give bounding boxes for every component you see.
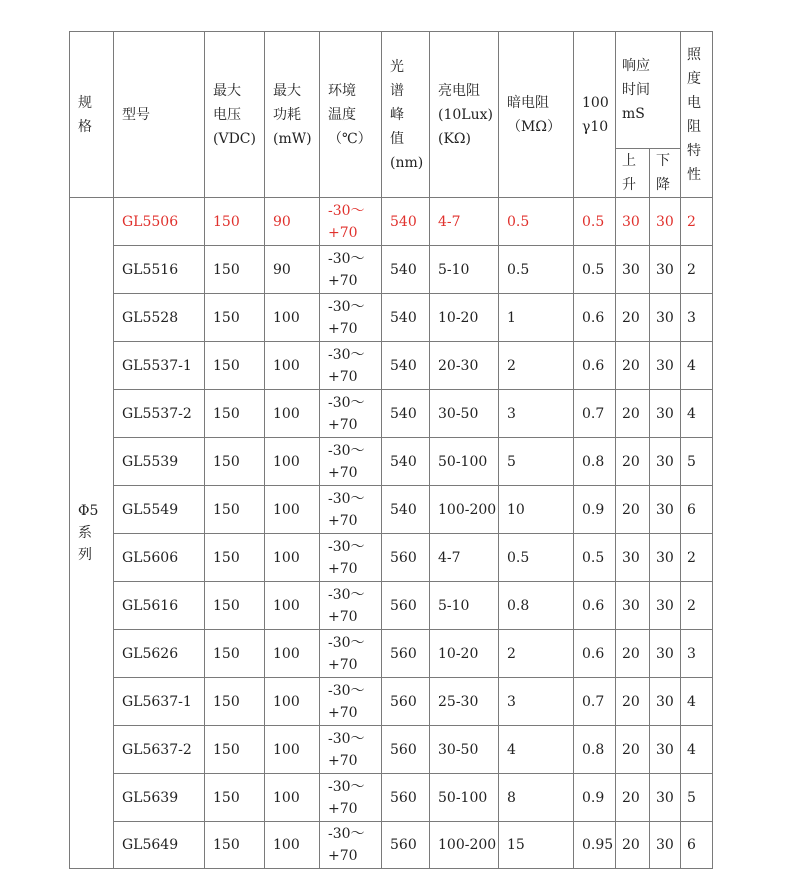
curve-cell: 2 bbox=[681, 534, 713, 582]
dark-resistance-cell: 1 bbox=[499, 294, 574, 342]
voltage-cell: 150 bbox=[205, 630, 265, 678]
wavelength-cell: 560 bbox=[382, 582, 430, 630]
wavelength-cell: 540 bbox=[382, 486, 430, 534]
curve-cell: 6 bbox=[681, 486, 713, 534]
spec-table bbox=[69, 31, 713, 869]
fall-time-cell: 30 bbox=[650, 246, 681, 294]
rise-time-cell: 20 bbox=[616, 774, 650, 822]
temperature-cell: -30～ +70 bbox=[320, 246, 382, 294]
wavelength-cell: 540 bbox=[382, 246, 430, 294]
gamma-cell: 0.8 bbox=[574, 438, 616, 486]
power-cell: 100 bbox=[265, 342, 320, 390]
temperature-cell: -30～ +70 bbox=[320, 630, 382, 678]
power-cell: 100 bbox=[265, 678, 320, 726]
wavelength-cell: 560 bbox=[382, 726, 430, 774]
light-resistance-cell: 25-30 bbox=[430, 678, 499, 726]
dark-resistance-cell: 0.8 bbox=[499, 582, 574, 630]
fall-time-cell: 30 bbox=[650, 294, 681, 342]
table-row bbox=[70, 390, 713, 438]
header-response-time: 响应 时间 mS bbox=[616, 32, 681, 149]
voltage-cell: 150 bbox=[205, 390, 265, 438]
dark-resistance-cell: 5 bbox=[499, 438, 574, 486]
model-cell: GL5606 bbox=[114, 534, 205, 582]
rise-time-cell: 20 bbox=[616, 438, 650, 486]
dark-resistance-cell: 2 bbox=[499, 342, 574, 390]
fall-time-cell: 30 bbox=[650, 198, 681, 246]
fall-time-cell: 30 bbox=[650, 582, 681, 630]
rise-time-cell: 20 bbox=[616, 822, 650, 869]
power-cell: 100 bbox=[265, 774, 320, 822]
rise-time-cell: 20 bbox=[616, 726, 650, 774]
curve-cell: 4 bbox=[681, 726, 713, 774]
curve-cell: 4 bbox=[681, 342, 713, 390]
header-gamma: 100 γ10 bbox=[574, 32, 616, 198]
wavelength-cell: 540 bbox=[382, 198, 430, 246]
light-resistance-cell: 5-10 bbox=[430, 582, 499, 630]
fall-time-cell: 30 bbox=[650, 438, 681, 486]
voltage-cell: 150 bbox=[205, 438, 265, 486]
table-row bbox=[70, 630, 713, 678]
light-resistance-cell: 100-200 bbox=[430, 486, 499, 534]
voltage-cell: 150 bbox=[205, 822, 265, 869]
curve-cell: 3 bbox=[681, 294, 713, 342]
curve-cell: 2 bbox=[681, 582, 713, 630]
dark-resistance-cell: 0.5 bbox=[499, 198, 574, 246]
model-cell: GL5539 bbox=[114, 438, 205, 486]
model-cell: GL5549 bbox=[114, 486, 205, 534]
rise-time-cell: 20 bbox=[616, 678, 650, 726]
model-cell: GL5516 bbox=[114, 246, 205, 294]
rise-time-cell: 30 bbox=[616, 246, 650, 294]
wavelength-cell: 560 bbox=[382, 822, 430, 869]
voltage-cell: 150 bbox=[205, 486, 265, 534]
wavelength-cell: 560 bbox=[382, 630, 430, 678]
gamma-cell: 0.95 bbox=[574, 822, 616, 869]
light-resistance-cell: 50-100 bbox=[430, 438, 499, 486]
table-row bbox=[70, 486, 713, 534]
model-cell: GL5639 bbox=[114, 774, 205, 822]
table-row bbox=[70, 678, 713, 726]
table-row bbox=[70, 246, 713, 294]
power-cell: 100 bbox=[265, 630, 320, 678]
rise-time-cell: 20 bbox=[616, 390, 650, 438]
header-illuminance-curve: 照 度 电 阻 特 性 bbox=[681, 32, 713, 198]
fall-time-cell: 30 bbox=[650, 678, 681, 726]
curve-cell: 3 bbox=[681, 630, 713, 678]
power-cell: 100 bbox=[265, 582, 320, 630]
power-cell: 90 bbox=[265, 246, 320, 294]
fall-time-cell: 30 bbox=[650, 342, 681, 390]
temperature-cell: -30～ +70 bbox=[320, 390, 382, 438]
gamma-cell: 0.6 bbox=[574, 630, 616, 678]
rise-time-cell: 20 bbox=[616, 342, 650, 390]
model-cell: GL5626 bbox=[114, 630, 205, 678]
power-cell: 100 bbox=[265, 726, 320, 774]
table-row bbox=[70, 822, 713, 869]
curve-cell: 4 bbox=[681, 390, 713, 438]
wavelength-cell: 560 bbox=[382, 678, 430, 726]
fall-time-cell: 30 bbox=[650, 390, 681, 438]
gamma-cell: 0.5 bbox=[574, 246, 616, 294]
wavelength-cell: 540 bbox=[382, 390, 430, 438]
curve-cell: 2 bbox=[681, 198, 713, 246]
series-label: Φ5 系 列 bbox=[70, 198, 114, 869]
model-cell: GL5528 bbox=[114, 294, 205, 342]
light-resistance-cell: 4-7 bbox=[430, 534, 499, 582]
light-resistance-cell: 4-7 bbox=[430, 198, 499, 246]
rise-time-cell: 20 bbox=[616, 630, 650, 678]
temperature-cell: -30～ +70 bbox=[320, 198, 382, 246]
voltage-cell: 150 bbox=[205, 342, 265, 390]
model-cell: GL5637-1 bbox=[114, 678, 205, 726]
wavelength-cell: 540 bbox=[382, 438, 430, 486]
power-cell: 100 bbox=[265, 822, 320, 869]
temperature-cell: -30～ +70 bbox=[320, 294, 382, 342]
fall-time-cell: 30 bbox=[650, 726, 681, 774]
gamma-cell: 0.6 bbox=[574, 294, 616, 342]
temperature-cell: -30～ +70 bbox=[320, 342, 382, 390]
rise-time-cell: 20 bbox=[616, 486, 650, 534]
dark-resistance-cell: 15 bbox=[499, 822, 574, 869]
dark-resistance-cell: 3 bbox=[499, 390, 574, 438]
power-cell: 100 bbox=[265, 438, 320, 486]
temperature-cell: -30～ +70 bbox=[320, 774, 382, 822]
curve-cell: 2 bbox=[681, 246, 713, 294]
curve-cell: 6 bbox=[681, 822, 713, 869]
table-row bbox=[70, 294, 713, 342]
header-model: 型号 bbox=[114, 32, 205, 198]
light-resistance-cell: 50-100 bbox=[430, 774, 499, 822]
rise-time-cell: 20 bbox=[616, 294, 650, 342]
temperature-cell: -30～ +70 bbox=[320, 486, 382, 534]
dark-resistance-cell: 0.5 bbox=[499, 246, 574, 294]
light-resistance-cell: 10-20 bbox=[430, 630, 499, 678]
power-cell: 100 bbox=[265, 294, 320, 342]
header-rise: 上 升 bbox=[616, 149, 650, 198]
gamma-cell: 0.9 bbox=[574, 774, 616, 822]
table-row bbox=[70, 726, 713, 774]
voltage-cell: 150 bbox=[205, 678, 265, 726]
gamma-cell: 0.7 bbox=[574, 390, 616, 438]
light-resistance-cell: 20-30 bbox=[430, 342, 499, 390]
wavelength-cell: 540 bbox=[382, 294, 430, 342]
table-row bbox=[70, 342, 713, 390]
model-cell: GL5616 bbox=[114, 582, 205, 630]
dark-resistance-cell: 3 bbox=[499, 678, 574, 726]
power-cell: 90 bbox=[265, 198, 320, 246]
curve-cell: 5 bbox=[681, 774, 713, 822]
table-row bbox=[70, 774, 713, 822]
power-cell: 100 bbox=[265, 390, 320, 438]
power-cell: 100 bbox=[265, 486, 320, 534]
rise-time-cell: 30 bbox=[616, 582, 650, 630]
model-cell: GL5537-2 bbox=[114, 390, 205, 438]
light-resistance-cell: 30-50 bbox=[430, 726, 499, 774]
model-cell: GL5506 bbox=[114, 198, 205, 246]
wavelength-cell: 560 bbox=[382, 774, 430, 822]
voltage-cell: 150 bbox=[205, 582, 265, 630]
header-max-power: 最大 功耗 (mW) bbox=[265, 32, 320, 198]
voltage-cell: 150 bbox=[205, 294, 265, 342]
power-cell: 100 bbox=[265, 534, 320, 582]
dark-resistance-cell: 2 bbox=[499, 630, 574, 678]
fall-time-cell: 30 bbox=[650, 486, 681, 534]
model-cell: GL5637-2 bbox=[114, 726, 205, 774]
light-resistance-cell: 10-20 bbox=[430, 294, 499, 342]
model-cell: GL5537-1 bbox=[114, 342, 205, 390]
table-row bbox=[70, 582, 713, 630]
temperature-cell: -30～ +70 bbox=[320, 822, 382, 869]
fall-time-cell: 30 bbox=[650, 534, 681, 582]
model-cell: GL5649 bbox=[114, 822, 205, 869]
voltage-cell: 150 bbox=[205, 246, 265, 294]
wavelength-cell: 540 bbox=[382, 342, 430, 390]
fall-time-cell: 30 bbox=[650, 630, 681, 678]
rise-time-cell: 30 bbox=[616, 198, 650, 246]
header-temperature: 环境 温度 （℃） bbox=[320, 32, 382, 198]
temperature-cell: -30～ +70 bbox=[320, 582, 382, 630]
temperature-cell: -30～ +70 bbox=[320, 438, 382, 486]
curve-cell: 4 bbox=[681, 678, 713, 726]
light-resistance-cell: 30-50 bbox=[430, 390, 499, 438]
fall-time-cell: 30 bbox=[650, 822, 681, 869]
curve-cell: 5 bbox=[681, 438, 713, 486]
dark-resistance-cell: 0.5 bbox=[499, 534, 574, 582]
temperature-cell: -30～ +70 bbox=[320, 678, 382, 726]
dark-resistance-cell: 4 bbox=[499, 726, 574, 774]
dark-resistance-cell: 8 bbox=[499, 774, 574, 822]
temperature-cell: -30～ +70 bbox=[320, 534, 382, 582]
voltage-cell: 150 bbox=[205, 726, 265, 774]
gamma-cell: 0.5 bbox=[574, 198, 616, 246]
voltage-cell: 150 bbox=[205, 198, 265, 246]
fall-time-cell: 30 bbox=[650, 774, 681, 822]
gamma-cell: 0.6 bbox=[574, 342, 616, 390]
header-dark-resistance: 暗电阻 （MΩ） bbox=[499, 32, 574, 198]
gamma-cell: 0.6 bbox=[574, 582, 616, 630]
wavelength-cell: 560 bbox=[382, 534, 430, 582]
gamma-cell: 0.9 bbox=[574, 486, 616, 534]
light-resistance-cell: 5-10 bbox=[430, 246, 499, 294]
light-resistance-cell: 100-200 bbox=[430, 822, 499, 869]
gamma-cell: 0.7 bbox=[574, 678, 616, 726]
table-row bbox=[70, 438, 713, 486]
header-fall: 下 降 bbox=[650, 149, 681, 198]
header-max-voltage: 最大 电压 (VDC) bbox=[205, 32, 265, 198]
header-spec: 规 格 bbox=[70, 32, 114, 198]
gamma-cell: 0.8 bbox=[574, 726, 616, 774]
header-peak-wavelength: 光 谱 峰 值 (nm) bbox=[382, 32, 430, 198]
voltage-cell: 150 bbox=[205, 534, 265, 582]
table-row bbox=[70, 534, 713, 582]
table-row bbox=[70, 198, 713, 246]
gamma-cell: 0.5 bbox=[574, 534, 616, 582]
header-light-resistance: 亮电阻 (10Lux) (KΩ) bbox=[430, 32, 499, 198]
dark-resistance-cell: 10 bbox=[499, 486, 574, 534]
rise-time-cell: 30 bbox=[616, 534, 650, 582]
voltage-cell: 150 bbox=[205, 774, 265, 822]
temperature-cell: -30～ +70 bbox=[320, 726, 382, 774]
